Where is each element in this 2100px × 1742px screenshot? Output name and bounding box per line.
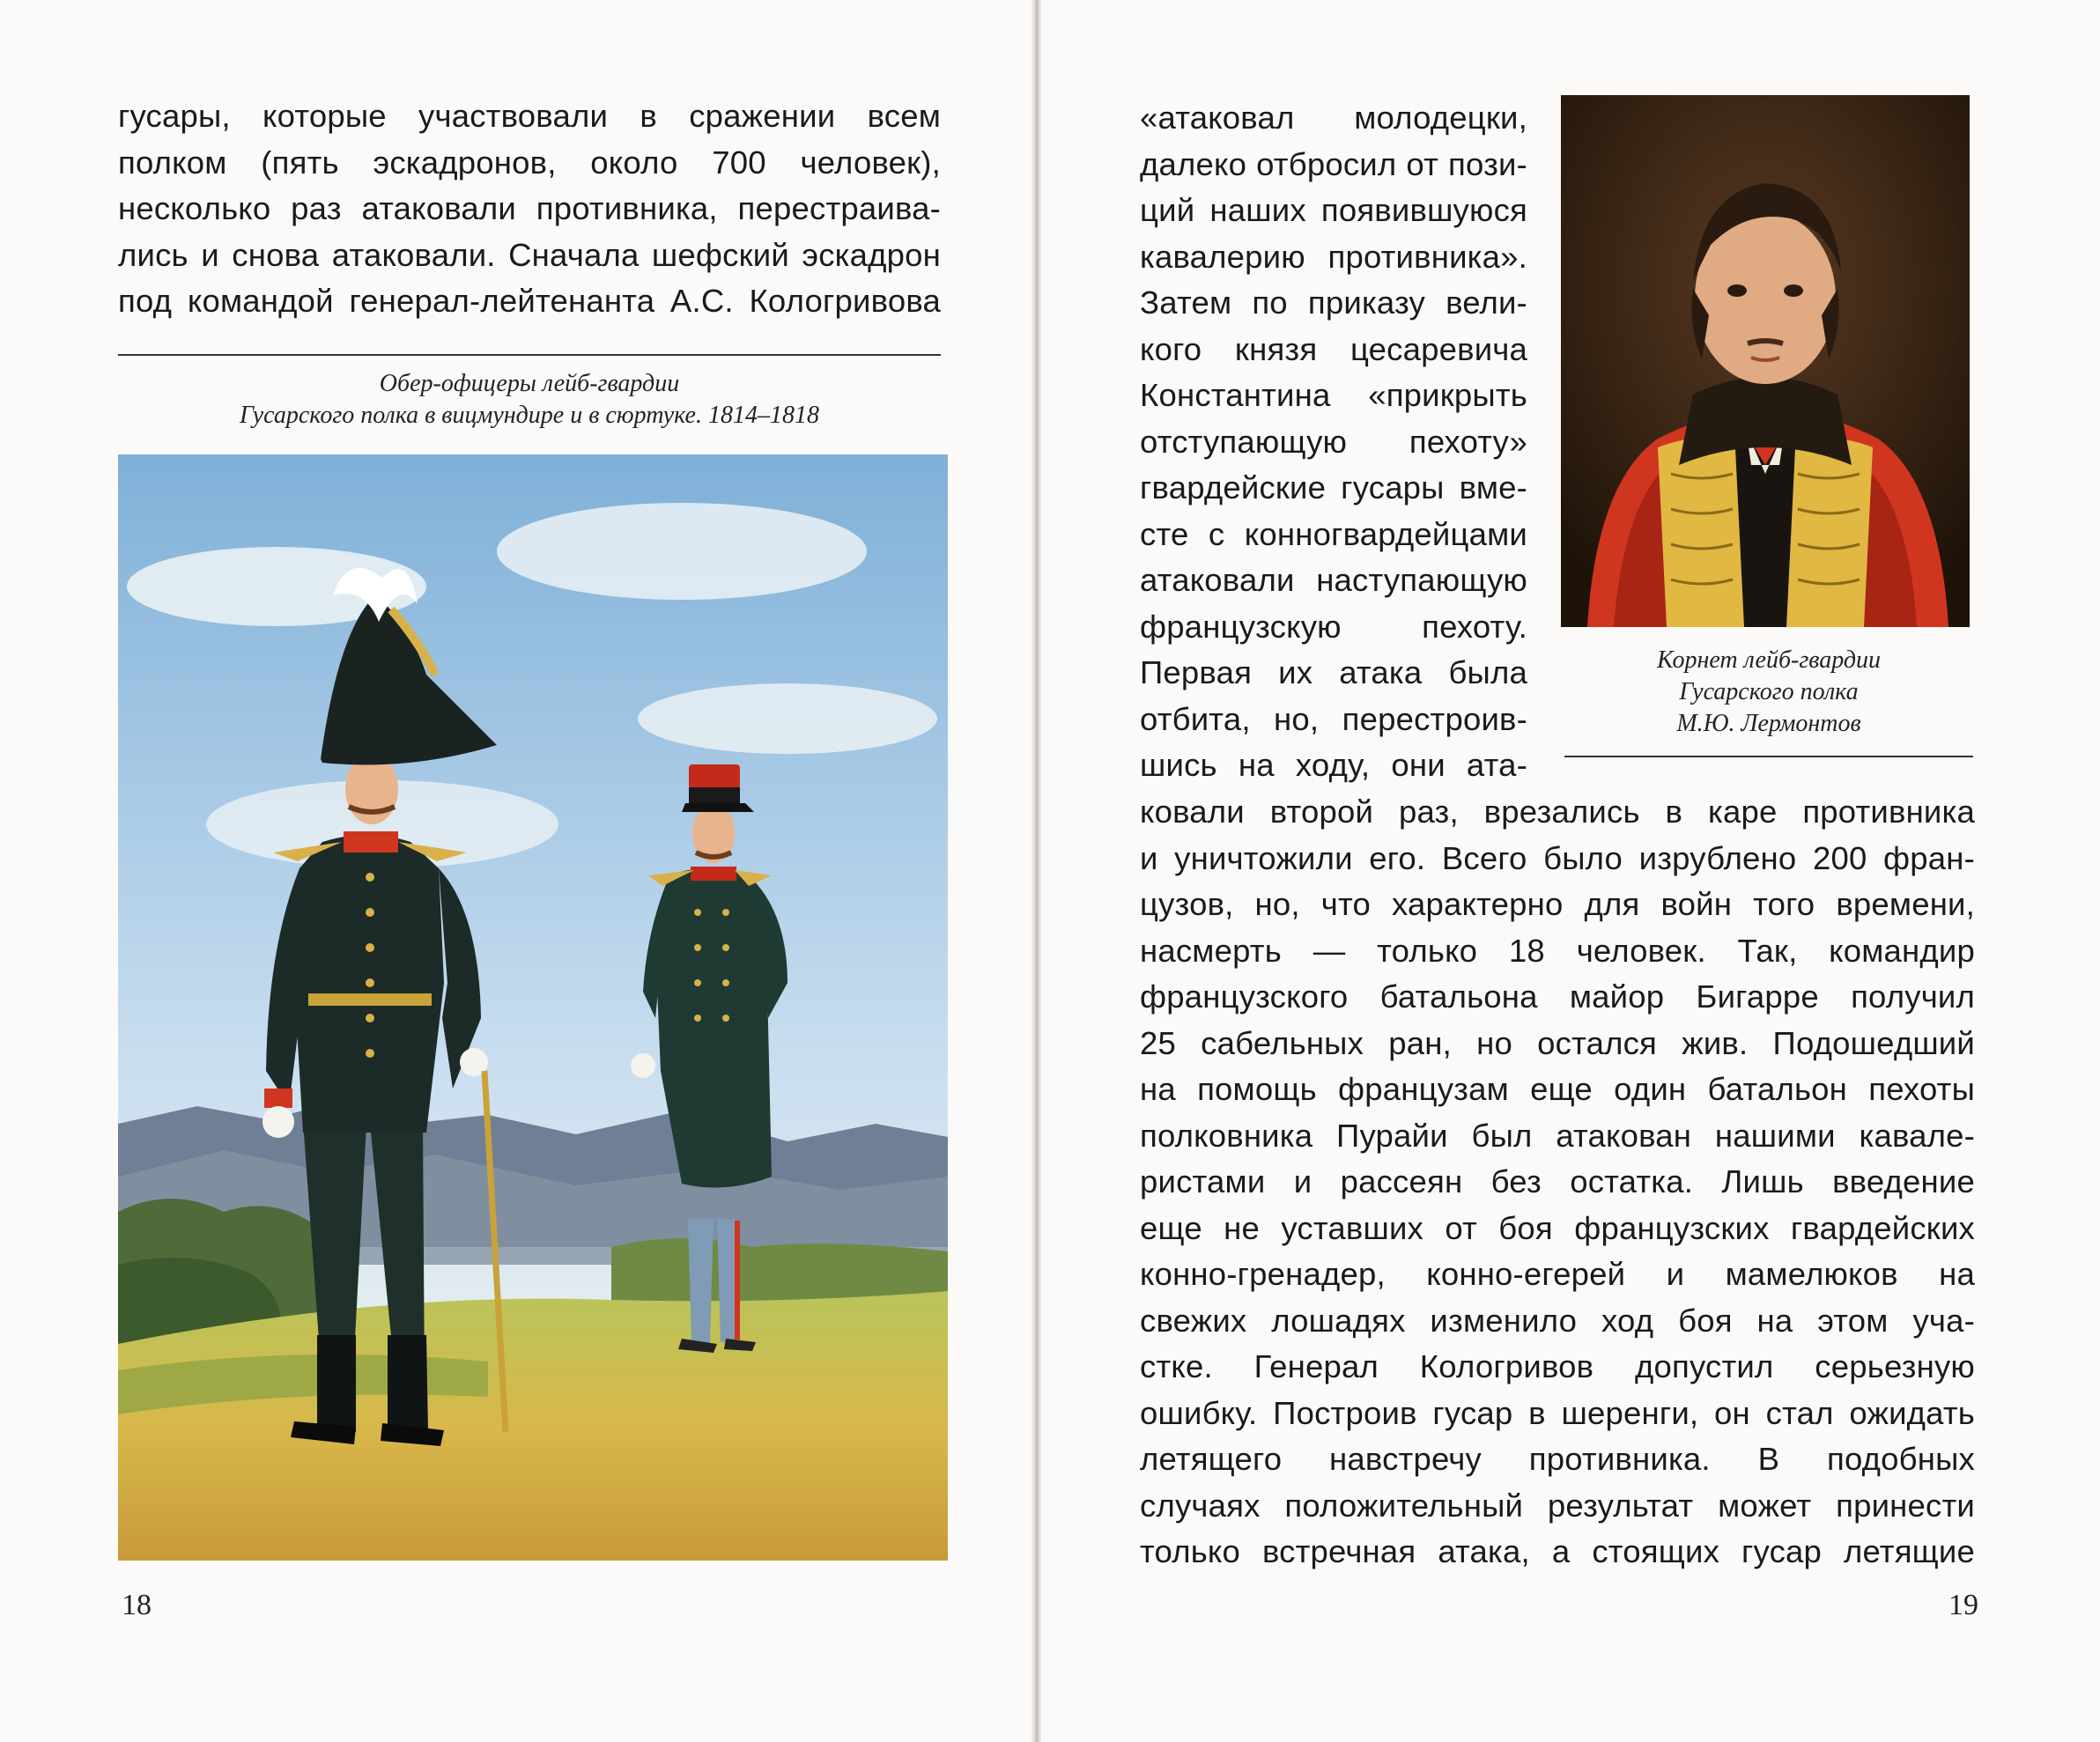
page-number: 19 (1948, 1589, 1978, 1621)
text-line: полком (пять эскадронов, около 700 человек), (118, 144, 941, 181)
text-line: отбита, но, перестроив- (1140, 700, 1527, 737)
text-line: несколько раз атаковали противника, перестраива- (118, 190, 941, 226)
caption-line: М.Ю. Лермонтов (1676, 710, 1861, 737)
caption-divider (118, 354, 941, 356)
text-line: цузов, но, что характерно для войн того времени, (1140, 886, 1975, 922)
text-line: отступающую пехоту» (1140, 423, 1527, 460)
text-line: конно-гренадер, конно-егерей и мамелюков на (1140, 1256, 1975, 1292)
text-line: стке. Генерал Кологривов допустил серьезную (1140, 1348, 1975, 1384)
caption-line: Гусарского полка (1679, 678, 1859, 705)
text-line: кого князя цесаревича (1140, 330, 1527, 367)
right-full-column (1140, 789, 1975, 1576)
text-line: Затем по приказу вели- (1140, 284, 1527, 321)
right-narrow-column (1140, 95, 1527, 789)
text-line: свежих лошадях изменило ход боя на этом уча- (1140, 1302, 1975, 1339)
text-line: под командой генерал-лейтенанта А.С. Кологривова (118, 283, 941, 319)
text-line: летящего навстречу противника. В подобных (1140, 1441, 1975, 1477)
text-line: «атаковал молодецки, (1140, 100, 1527, 136)
book-spine (1031, 0, 1041, 1742)
text-line: ристами и рассеян без остатка. Лишь введение (1140, 1163, 1975, 1199)
text-line: случаях положительный результат может принести (1140, 1487, 1975, 1524)
text-line: еще не уставших от боя французских гвардейских (1140, 1209, 1975, 1246)
text-line: гусары, которые участвовали в сражении всем (118, 98, 941, 134)
caption-divider (1564, 756, 1973, 757)
text-line: Первая их атака была (1140, 654, 1527, 690)
text-line: ций наших появившуюся (1140, 192, 1527, 228)
text-line: далеко отбросил от пози- (1140, 145, 1527, 182)
text-line: 25 сабельных ран, но остался жив. Подошедший (1140, 1024, 1975, 1061)
text-line: сте с конногвардейцами (1140, 515, 1527, 552)
caption-line: Обер-офицеры лейб-гвардии (379, 370, 680, 397)
lermontov-portrait (1561, 95, 1970, 627)
text-line: и уничтожили его. Всего было изрублено 200 фран- (1140, 839, 1975, 876)
text-line: насмерть — только 18 человек. Так, командир (1140, 932, 1975, 969)
caption-line: Гусарского полка в вицмундире и в сюртуке. 1814–1818 (240, 402, 819, 429)
portrait-caption (1564, 645, 1973, 740)
text-line: ошибку. Построив гусар в шеренги, он стал ожидать (1140, 1394, 1975, 1431)
text-line: французскую пехоту. (1140, 608, 1527, 645)
text-line: полковника Пурайи был атакован нашими кавале- (1140, 1117, 1975, 1154)
hussar-officers-illustration (118, 454, 948, 1561)
caption-line: Корнет лейб-гвардии (1656, 646, 1882, 674)
text-line: французского батальона майор Бигарре получил (1140, 978, 1975, 1015)
text-line: атаковали наступающую (1140, 562, 1527, 598)
text-line: шись на ходу, они ата- (1140, 747, 1527, 783)
text-line: гвардейские гусары вме- (1140, 469, 1527, 506)
page-number: 18 (122, 1589, 152, 1621)
text-line: только встречная атака, а стоящих гусар летящие (1140, 1533, 1975, 1569)
left-page-text (118, 93, 941, 325)
text-line: лись и снова атаковали. Сначала шефский эскадрон (118, 236, 941, 273)
text-line: ковали второй раз, врезались в каре противника (1140, 793, 1975, 830)
text-line: кавалерию противника». (1140, 238, 1527, 275)
text-line: Константина «прикрыть (1140, 377, 1527, 413)
text-line: на помощь французам еще один батальон пехоты (1140, 1071, 1975, 1107)
left-caption (118, 368, 941, 432)
